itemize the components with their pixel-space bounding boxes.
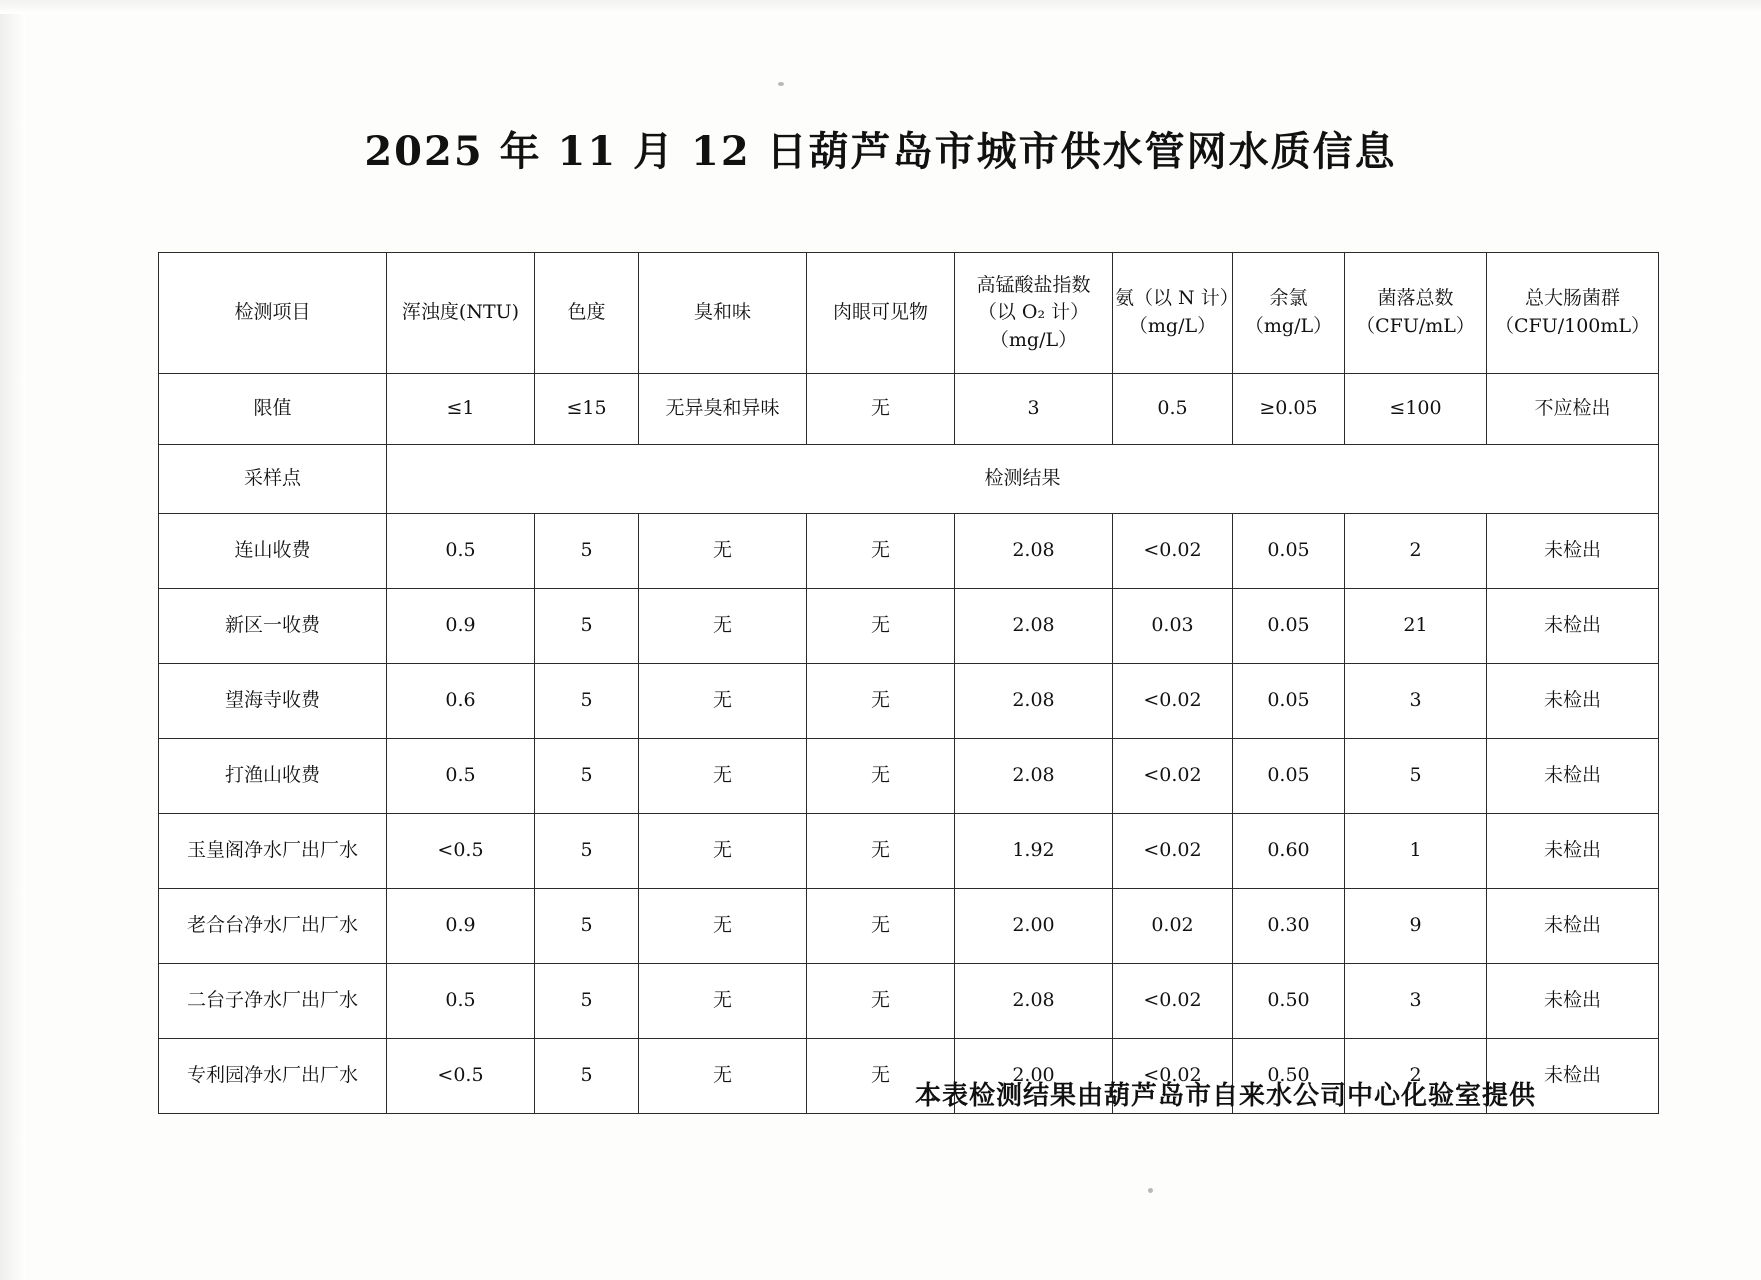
header-cell-total-coliform bbox=[1487, 253, 1659, 374]
row-residual-chlorine: 0.05 bbox=[1233, 664, 1345, 739]
header-coliform-line2: （CFU/100mL） bbox=[1494, 315, 1651, 337]
header-colony-line1: 菌落总数 bbox=[1377, 287, 1454, 310]
row-total-coliform: 未检出 bbox=[1487, 814, 1659, 889]
row-turbidity: 0.6 bbox=[387, 664, 535, 739]
row-visible: 无 bbox=[807, 664, 955, 739]
row-kmno4: 2.00 bbox=[955, 889, 1113, 964]
row-visible: 无 bbox=[807, 1039, 955, 1114]
footer-note: 本表检测结果由葫芦岛市自来水公司中心化验室提供 bbox=[914, 1081, 1536, 1111]
table-row bbox=[159, 589, 1659, 664]
water-quality-table bbox=[158, 252, 1651, 1114]
row-visible: 无 bbox=[807, 589, 955, 664]
row-odor: 无 bbox=[639, 889, 807, 964]
scan-edge-left bbox=[0, 0, 26, 1280]
limit-cell-colony-count: ≤100 bbox=[1345, 374, 1487, 445]
header-coliform-line1: 总大肠菌群 bbox=[1524, 287, 1620, 310]
row-odor: 无 bbox=[639, 964, 807, 1039]
limit-cell-odor: 无异臭和异味 bbox=[639, 374, 807, 445]
header-cell-residual-chlorine bbox=[1233, 253, 1345, 374]
row-visible: 无 bbox=[807, 739, 955, 814]
section-row-label: 采样点 bbox=[159, 445, 387, 514]
row-chroma: 5 bbox=[535, 514, 639, 589]
row-residual-chlorine: 0.60 bbox=[1233, 814, 1345, 889]
row-visible: 无 bbox=[807, 514, 955, 589]
row-total-coliform: 未检出 bbox=[1487, 1039, 1659, 1114]
row-turbidity: 0.5 bbox=[387, 514, 535, 589]
section-row-span-text: 检测结果 bbox=[387, 445, 1659, 514]
row-ammonia: <0.02 bbox=[1113, 739, 1233, 814]
row-colony-count: 5 bbox=[1345, 739, 1487, 814]
limit-cell-total-coliform: 不应检出 bbox=[1487, 374, 1659, 445]
row-chroma: 5 bbox=[535, 589, 639, 664]
row-chroma: 5 bbox=[535, 889, 639, 964]
row-residual-chlorine: 0.05 bbox=[1233, 589, 1345, 664]
header-kmno4-line2: （以 O₂ 计） bbox=[977, 301, 1090, 324]
header-ammonia-line2: （mg/L） bbox=[1128, 315, 1217, 337]
limit-cell-ammonia: 0.5 bbox=[1113, 374, 1233, 445]
row-colony-count: 3 bbox=[1345, 964, 1487, 1039]
row-turbidity: <0.5 bbox=[387, 814, 535, 889]
row-visible: 无 bbox=[807, 889, 955, 964]
row-residual-chlorine: 0.50 bbox=[1233, 964, 1345, 1039]
header-cell-item: 检测项目 bbox=[159, 253, 387, 374]
row-kmno4: 2.08 bbox=[955, 589, 1113, 664]
row-ammonia: 0.02 bbox=[1113, 889, 1233, 964]
table-row bbox=[159, 814, 1659, 889]
row-residual-chlorine: 0.05 bbox=[1233, 739, 1345, 814]
row-ammonia: <0.02 bbox=[1113, 664, 1233, 739]
row-odor: 无 bbox=[639, 514, 807, 589]
limit-cell-turbidity: ≤1 bbox=[387, 374, 535, 445]
row-odor: 无 bbox=[639, 739, 807, 814]
limit-cell-chroma: ≤15 bbox=[535, 374, 639, 445]
scan-speck bbox=[778, 82, 784, 86]
row-kmno4: 2.08 bbox=[955, 964, 1113, 1039]
row-total-coliform: 未检出 bbox=[1487, 514, 1659, 589]
row-chroma: 5 bbox=[535, 814, 639, 889]
row-odor: 无 bbox=[639, 589, 807, 664]
row-odor: 无 bbox=[639, 814, 807, 889]
row-ammonia: <0.02 bbox=[1113, 1039, 1233, 1114]
header-colony-line2: （CFU/mL） bbox=[1356, 315, 1475, 337]
row-colony-count: 21 bbox=[1345, 589, 1487, 664]
table-row bbox=[159, 739, 1659, 814]
header-cell-chroma: 色度 bbox=[535, 253, 639, 374]
row-colony-count: 2 bbox=[1345, 1039, 1487, 1114]
row-point: 二台子净水厂出厂水 bbox=[159, 964, 387, 1039]
row-odor: 无 bbox=[639, 664, 807, 739]
row-point: 望海寺收费 bbox=[159, 664, 387, 739]
row-residual-chlorine: 0.50 bbox=[1233, 1039, 1345, 1114]
row-visible: 无 bbox=[807, 814, 955, 889]
row-kmno4: 2.00 bbox=[955, 1039, 1113, 1114]
row-kmno4: 1.92 bbox=[955, 814, 1113, 889]
header-cell-odor: 臭和味 bbox=[639, 253, 807, 374]
header-chlorine-line2: （mg/L） bbox=[1244, 315, 1333, 337]
row-colony-count: 9 bbox=[1345, 889, 1487, 964]
row-chroma: 5 bbox=[535, 1039, 639, 1114]
header-chlorine-line1: 余氯 bbox=[1269, 287, 1308, 310]
limit-cell-kmno4: 3 bbox=[955, 374, 1113, 445]
row-residual-chlorine: 0.30 bbox=[1233, 889, 1345, 964]
row-kmno4: 2.08 bbox=[955, 739, 1113, 814]
header-ammonia-line1: 氨（以 N 计） bbox=[1115, 287, 1239, 310]
row-chroma: 5 bbox=[535, 664, 639, 739]
row-kmno4: 2.08 bbox=[955, 664, 1113, 739]
row-total-coliform: 未检出 bbox=[1487, 889, 1659, 964]
table-section-row bbox=[159, 445, 1659, 514]
row-chroma: 5 bbox=[535, 739, 639, 814]
scan-speck bbox=[1148, 1188, 1153, 1193]
header-cell-kmno4 bbox=[955, 253, 1113, 374]
row-point: 新区一收费 bbox=[159, 589, 387, 664]
row-point: 玉皇阁净水厂出厂水 bbox=[159, 814, 387, 889]
row-kmno4: 2.08 bbox=[955, 514, 1113, 589]
limit-cell-visible: 无 bbox=[807, 374, 955, 445]
row-ammonia: <0.02 bbox=[1113, 964, 1233, 1039]
row-point: 专利园净水厂出厂水 bbox=[159, 1039, 387, 1114]
table-header-row bbox=[159, 253, 1659, 374]
header-kmno4-line1: 高锰酸盐指数 bbox=[976, 273, 1091, 296]
row-point: 打渔山收费 bbox=[159, 739, 387, 814]
row-turbidity: <0.5 bbox=[387, 1039, 535, 1114]
row-odor: 无 bbox=[639, 1039, 807, 1114]
table-row bbox=[159, 889, 1659, 964]
row-turbidity: 0.9 bbox=[387, 589, 535, 664]
header-cell-visible: 肉眼可见物 bbox=[807, 253, 955, 374]
row-ammonia: 0.03 bbox=[1113, 589, 1233, 664]
row-residual-chlorine: 0.05 bbox=[1233, 514, 1345, 589]
table-row bbox=[159, 514, 1659, 589]
row-ammonia: <0.02 bbox=[1113, 814, 1233, 889]
row-point: 老合台净水厂出厂水 bbox=[159, 889, 387, 964]
row-colony-count: 1 bbox=[1345, 814, 1487, 889]
table-row bbox=[159, 664, 1659, 739]
row-total-coliform: 未检出 bbox=[1487, 589, 1659, 664]
row-turbidity: 0.9 bbox=[387, 889, 535, 964]
row-chroma: 5 bbox=[535, 964, 639, 1039]
row-turbidity: 0.5 bbox=[387, 964, 535, 1039]
limit-cell-residual-chlorine: ≥0.05 bbox=[1233, 374, 1345, 445]
page-title: 2025 年 11 月 12 日葫芦岛市城市供水管网水质信息 bbox=[364, 128, 1397, 175]
row-visible: 无 bbox=[807, 964, 955, 1039]
row-total-coliform: 未检出 bbox=[1487, 739, 1659, 814]
row-ammonia: <0.02 bbox=[1113, 514, 1233, 589]
limit-row-label: 限值 bbox=[159, 374, 387, 445]
row-turbidity: 0.5 bbox=[387, 739, 535, 814]
header-cell-ammonia bbox=[1113, 253, 1239, 374]
row-point: 连山收费 bbox=[159, 514, 387, 589]
header-cell-colony-count bbox=[1345, 253, 1487, 374]
header-kmno4-line3: （mg/L） bbox=[989, 328, 1078, 351]
table-limit-row bbox=[159, 374, 1659, 445]
row-colony-count: 2 bbox=[1345, 514, 1487, 589]
header-cell-turbidity: 浑浊度(NTU) bbox=[387, 253, 535, 374]
row-total-coliform: 未检出 bbox=[1487, 964, 1659, 1039]
row-colony-count: 3 bbox=[1345, 664, 1487, 739]
scan-edge-top bbox=[0, 0, 1761, 14]
table-row bbox=[159, 964, 1659, 1039]
row-total-coliform: 未检出 bbox=[1487, 664, 1659, 739]
